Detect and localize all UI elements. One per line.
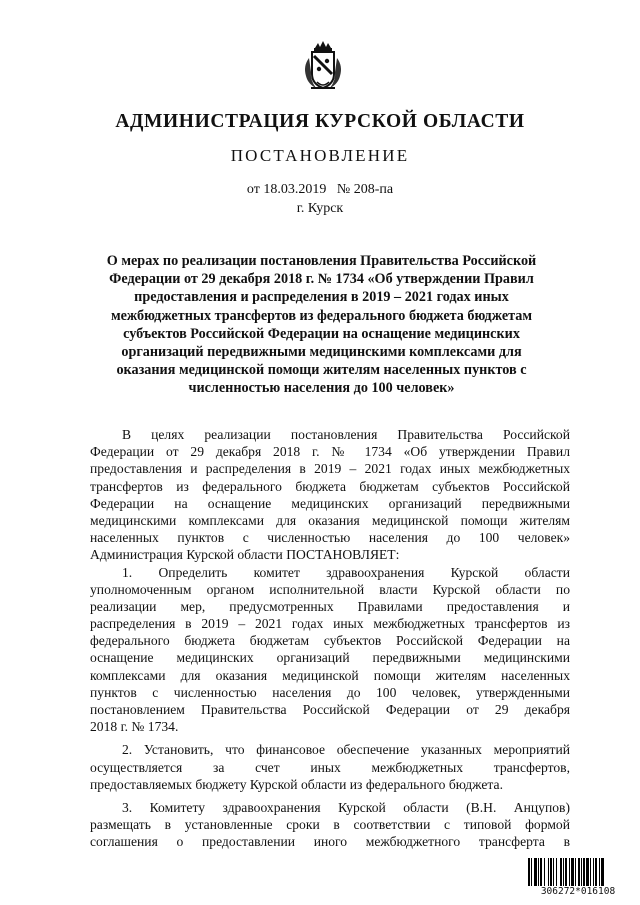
coat-of-arms-emblem [293, 38, 353, 98]
body-line: Администрация Курской области ПОСТАНОВЛЯЕТ: [90, 547, 400, 563]
body-line: комплексами для оказания медицинской помощи жителям населенных [90, 667, 570, 683]
document-title [95, 252, 548, 398]
body-line: 2018 г. № 1734. [90, 719, 179, 735]
document-city: г. Курск [296, 201, 344, 216]
title-line: численностью населения до 100 человек» [188, 380, 455, 397]
title-line: субъектов Российской Федерации на оснащение медицинских [123, 325, 520, 342]
body-line: Федерации на оснащение медицинских организаций передвижными [90, 495, 570, 511]
body-line: медицинскими комплексами для оказания медицинской помощи жителям [90, 512, 570, 528]
title-line: О мерах по реализации постановления Правительства Российской [106, 253, 537, 269]
body-line: осуществляется за счет иных межбюджетных трансфертов, [90, 759, 570, 775]
body-line: размещать в установленные сроки в соответствии с типовой формой [90, 817, 570, 833]
body-line: населенных пунктов с численностью населения до 100 человек» [90, 530, 570, 546]
organization-name: АДМИНИСТРАЦИЯ КУРСКОЙ ОБЛАСТИ [115, 111, 525, 132]
body-line: распределения в 2019 – 2021 годах иных межбюджетных трансфертов из [90, 616, 570, 632]
body-line: трансфертов из федерального бюджета бюджетам субъектов Российской [90, 478, 570, 494]
title-line: предоставления и распределения в 2019 – 2021 годах иных [134, 289, 509, 306]
body-line: соглашения о предоставлении иного межбюджетного трансферта в [90, 834, 570, 850]
title-line: организаций передвижными медицинскими комплексами для [121, 344, 522, 361]
body-line: уполномоченным органом исполнительной власти Курской области по [90, 581, 570, 597]
body-line: 3. Комитету здравоохранения Курской области (В.Н. Анцупов) [122, 799, 570, 815]
document-barcode [527, 858, 629, 900]
body-line: пунктов с численностью населения до 100 человек, утвержденными [90, 684, 570, 700]
title-line: оказания медицинской помощи жителям населенных пунктов с [116, 362, 527, 379]
body-line: Федерации от 29 декабря 2018 г. № 1734 «Об утверждении Правил [90, 444, 570, 460]
body-line: предоставляемых бюджету Курской области из федерального бюджета. [90, 776, 503, 792]
title-line: Федерации от 29 декабря 2018 г. № 1734 «Об утверждении Правил [109, 271, 534, 288]
document-type: ПОСТАНОВЛЕНИЕ [230, 146, 410, 165]
body-line: реализации мер, предусмотренных Правилами предоставления и [90, 598, 570, 614]
body-line: предоставления и распределения в 2019 – 2021 годах иных межбюджетных [90, 461, 570, 477]
barcode-bars [527, 858, 629, 886]
body-line: 2. Установить, что финансовое обеспечение указанных мероприятий [122, 742, 570, 758]
body-line: В целях реализации постановления Правительства Российской [122, 427, 570, 442]
document-body [90, 426, 570, 851]
barcode-number: 306272*016108 [540, 886, 616, 897]
body-line: федерального бюджета бюджетам субъектов Российской Федерации на [90, 633, 570, 649]
body-line: оснащение медицинских организаций передвижными медицинскими [90, 650, 570, 666]
document-date-number: от 18.03.2019 № 208-па [246, 182, 394, 197]
body-line: 1. Определить комитет здравоохранения Курской области [122, 564, 570, 580]
body-line: постановлением Правительства Российской Федерации от 29 декабря [90, 702, 570, 717]
title-line: межбюджетных трансфертов из федерального бюджета бюджетам [110, 307, 533, 324]
